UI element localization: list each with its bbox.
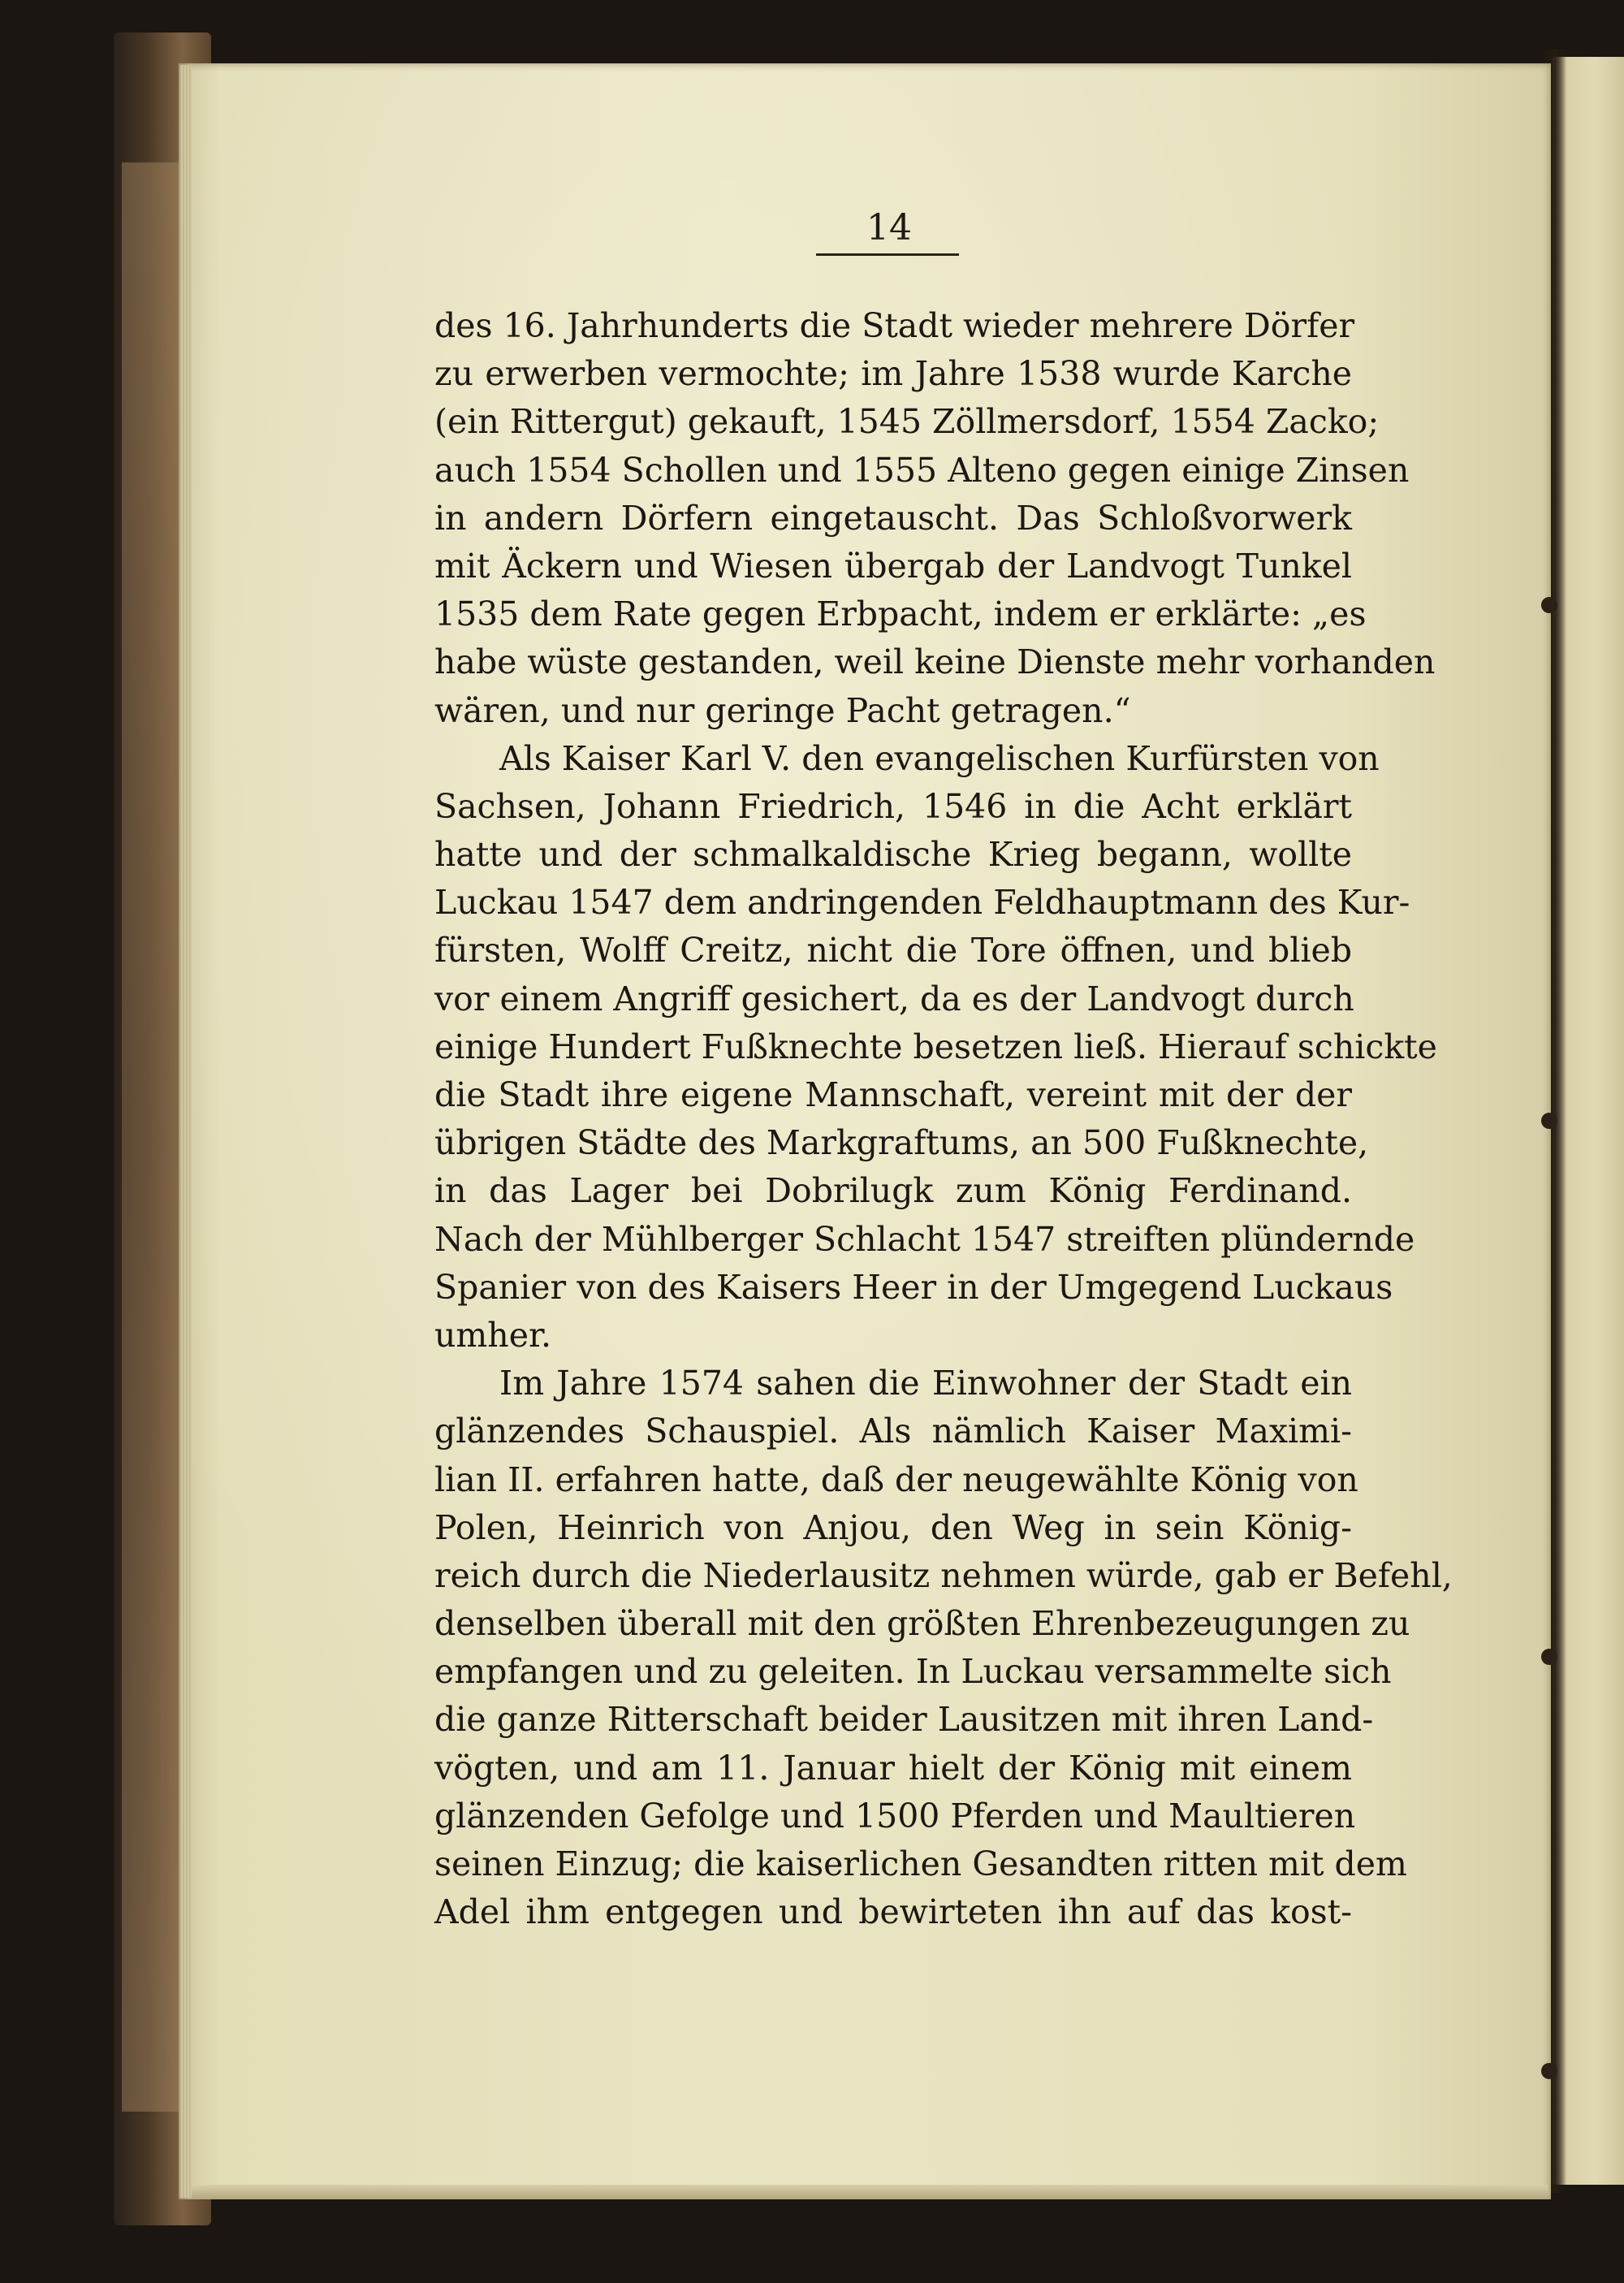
text-line: hatte und der schmalkaldische Krieg begann, wollte	[434, 835, 1352, 875]
text-line: empfangen und zu geleiten. In Luckau versammelte sich	[434, 1652, 1392, 1692]
text-line: Adel ihm entgegen und bewirteten ihn auf das kost-	[434, 1892, 1352, 1932]
text-line: lian II. erfahren hatte, daß der neugewählte König von	[434, 1459, 1358, 1499]
text-line: in andern Dörfern eingetauscht. Das Schloßvorwerk	[434, 498, 1352, 538]
text-line: denselben überall mit den größten Ehrenbezeugungen zu	[434, 1604, 1410, 1644]
text-line: fürsten, Wolff Creitz, nicht die Tore öffnen, und blieb	[434, 931, 1352, 971]
text-line: einige Hundert Fußknechte besetzen ließ. Hierauf schickte	[434, 1027, 1437, 1066]
binding-thread-hole	[1541, 1649, 1557, 1665]
text-line: vor einem Angriff gesichert, da es der Landvogt durch	[434, 979, 1354, 1018]
page-number: 14	[866, 207, 912, 249]
text-line: Spanier von des Kaisers Heer in der Umgegend Luckaus	[434, 1267, 1393, 1307]
text-line: wären, und nur geringe Pacht getragen.“	[434, 690, 1131, 730]
text-line: Im Jahre 1574 sahen die Einwohner der Stadt ein	[499, 1364, 1352, 1403]
page-number-rule	[816, 253, 959, 256]
text-line: in das Lager bei Dobrilugk zum König Ferdinand.	[434, 1171, 1352, 1211]
binding-thread-hole	[1541, 597, 1557, 613]
text-line: Als Kaiser Karl V. den evangelischen Kurfürsten von	[499, 738, 1380, 778]
text-line: reich durch die Niederlausitz nehmen würde, gab er Befehl,	[434, 1555, 1453, 1595]
text-line: 1535 dem Rate gegen Erbpacht, indem er erklärte: „es	[434, 595, 1367, 634]
text-line: Nach der Mühlberger Schlacht 1547 streiften plündernde	[434, 1219, 1415, 1259]
text-line: Luckau 1547 dem andringenden Feldhauptmann des Kur-	[434, 883, 1410, 923]
text-line: die Stadt ihre eigene Mannschaft, vereint mit der der	[434, 1075, 1352, 1114]
text-line: zu erwerben vermochte; im Jahre 1538 wurde Karche	[434, 354, 1352, 394]
text-line: glänzendes Schauspiel. Als nämlich Kaiser Maximi-	[434, 1412, 1352, 1451]
text-line: Sachsen, Johann Friedrich, 1546 in die Acht erklärt	[434, 786, 1352, 826]
page-bottom-edge	[192, 2185, 1548, 2199]
text-line: vögten, und am 11. Januar hielt der König mit einem	[434, 1748, 1352, 1788]
binding-thread-hole	[1541, 2063, 1557, 2079]
page-stack-edges	[180, 65, 192, 2198]
text-line: mit Äckern und Wiesen übergab der Landvogt Tunkel	[434, 546, 1352, 586]
text-line: habe wüste gestanden, weil keine Dienste mehr vorhanden	[434, 642, 1436, 682]
text-line: auch 1554 Schollen und 1555 Alteno gegen einige Zinsen	[434, 450, 1410, 490]
text-line: (ein Rittergut) gekauft, 1545 Zöllmersdorf, 1554 Zacko;	[434, 402, 1380, 442]
text-line: übrigen Städte des Markgraftums, an 500 Fußknechte,	[434, 1123, 1369, 1163]
text-line: die ganze Ritterschaft beider Lausitzen mit ihren Land-	[434, 1700, 1374, 1740]
text-line: des 16. Jahrhunderts die Stadt wieder mehrere Dörfer	[434, 306, 1355, 345]
body-text	[434, 302, 1453, 1936]
text-line: seinen Einzug; die kaiserlichen Gesandten ritten mit dem	[434, 1844, 1407, 1883]
text-line: glänzenden Gefolge und 1500 Pferden und Maultieren	[434, 1796, 1356, 1835]
text-line: umher.	[434, 1315, 552, 1355]
binding-thread-hole	[1541, 1113, 1557, 1129]
text-line: Polen, Heinrich von Anjou, den Weg in sein König-	[434, 1507, 1352, 1547]
